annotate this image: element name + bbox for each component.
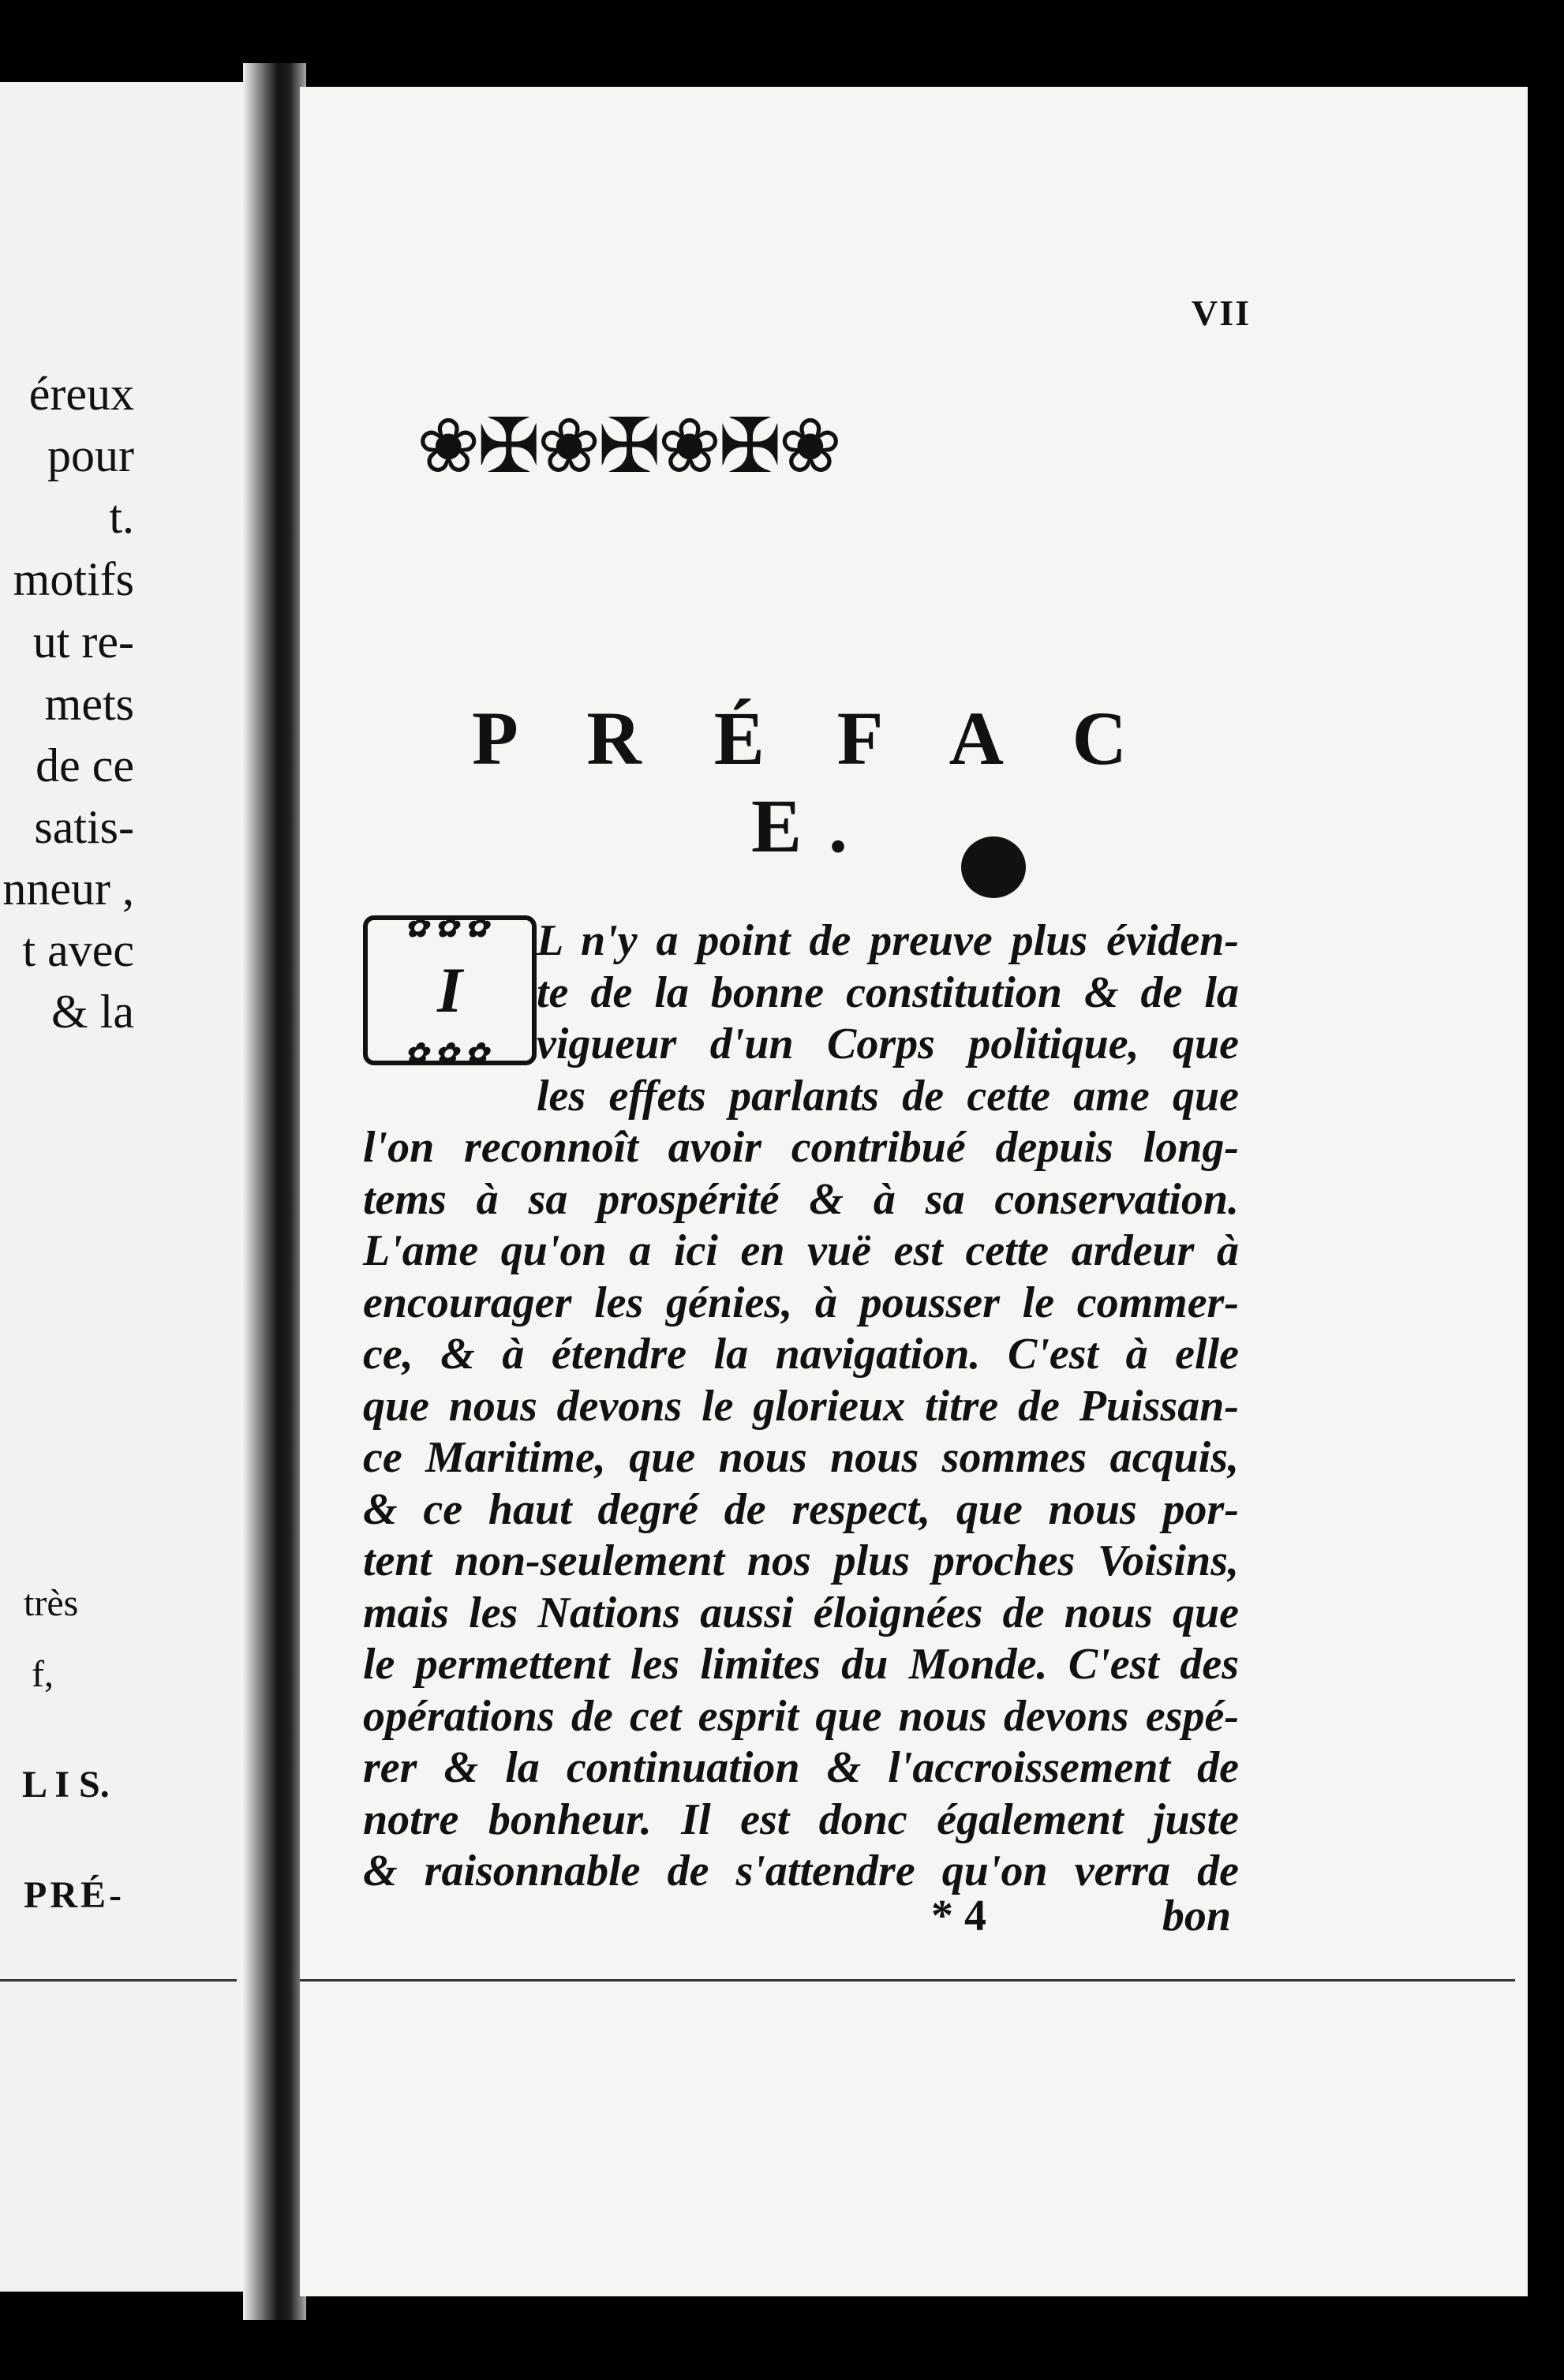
body-line: mais les Nations aussi éloignées de nous que [363, 1588, 1239, 1637]
left-page-line: éreux [28, 368, 134, 420]
left-page-line: t. [109, 491, 134, 543]
page-number: VII [1192, 293, 1252, 333]
left-page-line: nneur , [2, 863, 134, 915]
signature-mark: * 4 [931, 1892, 986, 1940]
body-line: encourager les génies, à pousser le commer- [363, 1278, 1239, 1327]
body-line: vigueur d'un Corps politique, que [537, 1020, 1239, 1068]
body-line: l'on reconnoît avoir contribué depuis long- [363, 1123, 1239, 1172]
left-page-line: ut re- [32, 616, 134, 668]
body-line: les effets parlants de cette ame que [537, 1071, 1239, 1121]
left-page-line: de ce [36, 739, 134, 791]
page-title: P R É F A C E. [472, 696, 1154, 868]
body-line: te de la bonne constitution & de la [537, 967, 1239, 1017]
book-gutter [243, 63, 306, 2320]
ornamental-headpiece [417, 402, 1214, 489]
headpiece-ornament: ❀✠❀✠❀✠❀ [417, 402, 840, 489]
left-page-line: motifs [13, 553, 134, 605]
left-page-fragment: L I S. [22, 1764, 110, 1806]
body-line: opérations de cet esprit que nous devons espé- [363, 1691, 1239, 1741]
body-line: notre bonheur. Il est donc également juste [363, 1794, 1239, 1844]
body-line: L'ame qu'on a ici en vuë est cette ardeur à [363, 1226, 1239, 1275]
bottom-rule-left [0, 1979, 237, 1981]
body-line: le permettent les limites du Monde. C'est des [363, 1640, 1239, 1689]
drop-cap-letter: ✿✿✿ I [437, 954, 462, 1026]
page-footer [931, 1891, 1231, 1941]
left-page [0, 82, 253, 2292]
body-line: L n'y a point de preuve plus éviden- [537, 916, 1239, 965]
left-page-line: satis- [34, 801, 134, 853]
body-line: tent non-seulement nos plus proches Voisins, [363, 1536, 1239, 1585]
catchword: bon [1162, 1892, 1231, 1940]
left-page-fragment: très [24, 1582, 79, 1624]
body-line: ce Maritime, que nous nous sommes acquis, [363, 1433, 1239, 1482]
bottom-rule-right [300, 1979, 1515, 1981]
body-line: & ce haut degré de respect, que nous por- [363, 1484, 1239, 1534]
body-line: rer & la continuation & l'accroissement de [363, 1743, 1239, 1792]
left-page-line: t avec [22, 924, 134, 976]
left-page-line: & la [51, 986, 134, 1038]
left-page-line: mets [44, 678, 134, 730]
body-line: ce, & à étendre la navigation. C'est à elle [363, 1330, 1239, 1379]
body-line: tems à sa prospérité & à sa conservation. [363, 1174, 1239, 1224]
body-line: & raisonnable de s'attendre qu'on verra de [363, 1847, 1239, 1895]
left-page-line: pour [47, 429, 134, 481]
ink-blot [961, 836, 1026, 898]
preface-body-text [363, 915, 1239, 1898]
left-page-catchword: PRÉ- [24, 1874, 125, 1916]
body-line: que nous devons le glorieux titre de Puissan- [363, 1381, 1239, 1431]
left-page-fragment: f, [32, 1653, 54, 1695]
